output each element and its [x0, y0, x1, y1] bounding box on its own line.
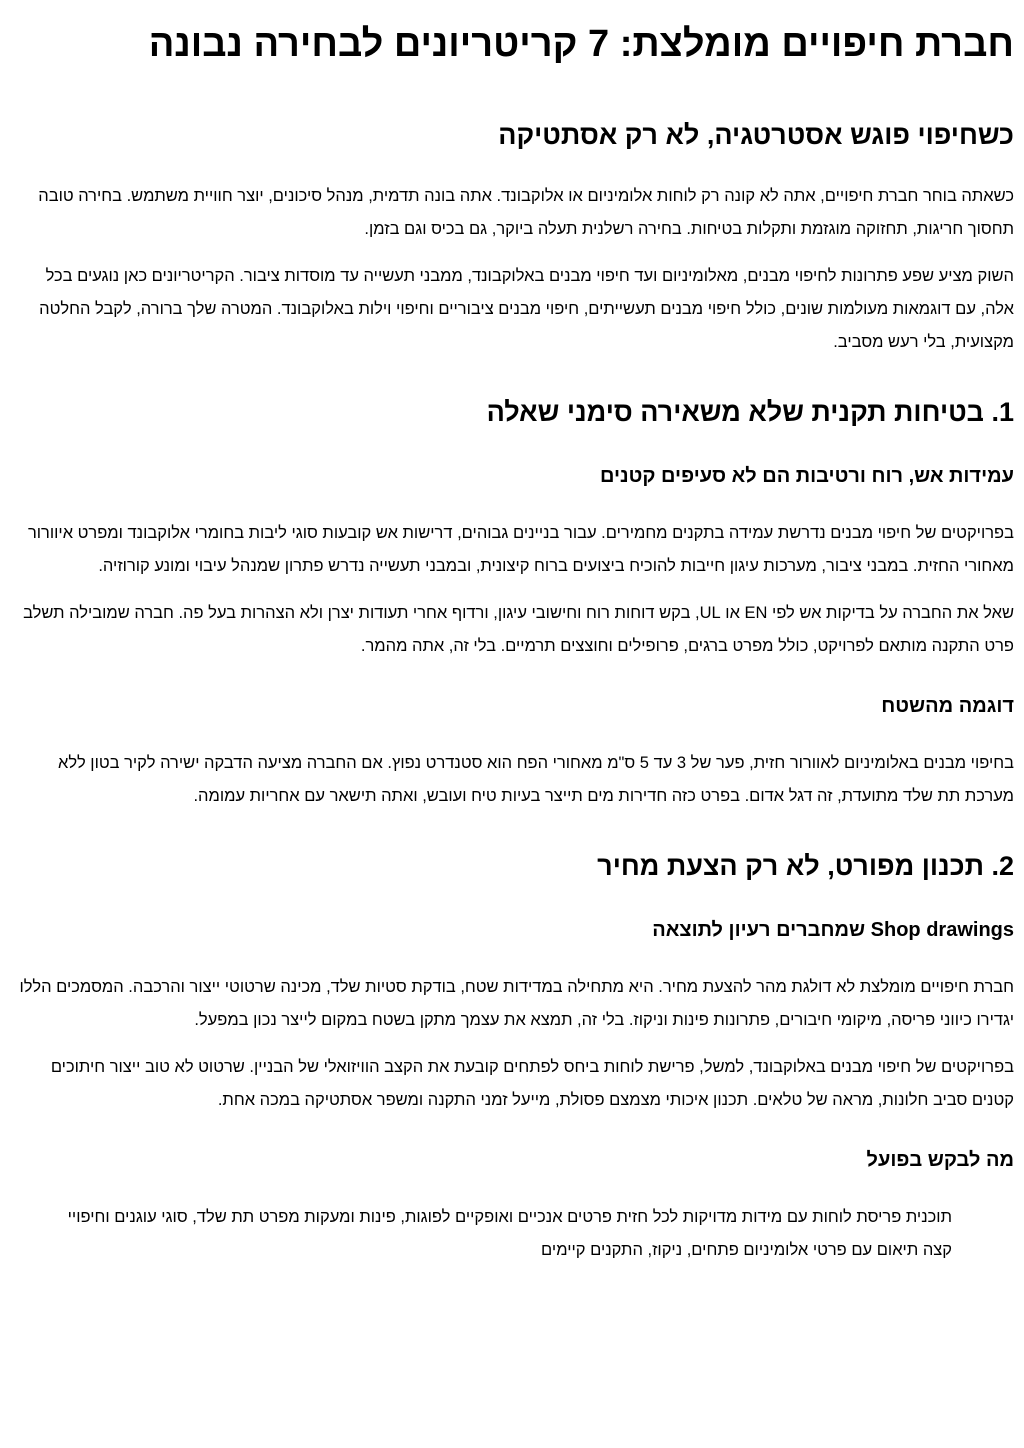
- page-title: חברת חיפויים מומלצת: 7 קריטריונים לבחירה נבונה: [148, 23, 1014, 65]
- section-2-subheading-2: מה לבקש בפועל: [866, 1149, 1014, 1171]
- section-2-paragraph-2: בפרויקטים של חיפוי מבנים באלוקבונד, למשל, פרישת לוחות ביחס לפתחים קובעת את הקצב הוויזואלי של הבניין. שרטוט לא טוב ייצור חיתוכים קטנים סביב חלונות, מראה של טלאים. תכנון איכותי מצמצם פסולת, מייעל זמני התקנה ומשפר אסתטיקה במכה אחת.: [50, 1058, 1014, 1109]
- section-1-subheading-2: דוגמה מהשטח: [881, 695, 1014, 717]
- intro-heading: כשחיפוי פוגש אסטרטגיה, לא רק אסתטיקה: [498, 120, 1014, 150]
- request-list: [16, 1201, 1014, 1267]
- section-2-paragraph-1: חברת חיפויים מומלצת לא דולגת מהר להצעת מחיר. היא מתחילה במדידות שטח, בודקת סטיות שלד, מכינה שרטוטי ייצור והרכבה. המסמכים הללו יגדירו כיווני פריסה, מיקומי חיבורים, פתרונות פינות וניקוז. בלי זה, תמצא את עצמך מתקן בשטח במקום לייצר נכון במפעל.: [19, 978, 1014, 1029]
- section-2-subheading-1: Shop drawings שמחברים רעיון לתוצאה: [652, 919, 1014, 941]
- section-1-paragraph-2: שאל את החברה על בדיקות אש לפי EN או UL, בקש דוחות רוח וחישובי עיגון, ורדוף אחרי תעודות יצרן ולא הצהרות בעל פה. חברה שמובילה תשלב פרט התקנה מותאם לפרויקט, כולל מפרט ברגים, פרופילים וחוצצים תרמיים. בלי זה, אתה מהמר.: [23, 604, 1014, 655]
- intro-paragraph-1: כשאתה בוחר חברת חיפויים, אתה לא קונה רק לוחות אלומיניום או אלוקבונד. אתה בונה תדמית, מנהל סיכונים, יוצר חוויית משתמש. בחירה טובה תחסוך חריגות, תחזוקה מוגזמת ותקלות בטיחות. בחירה רשלנית תעלה ביוקר, גם בכיס וגם בזמן.: [38, 187, 1014, 238]
- section-2-heading: 2. תכנון מפורט, לא רק הצעת מחיר: [597, 851, 1014, 881]
- intro-paragraph-2: השוק מציע שפע פתרונות לחיפוי מבנים, מאלומיניום ועד חיפוי מבנים באלוקבונד, ממבני תעשייה עד מוסדות ציבור. הקריטריונים כאן נוגעים בכל אלה, עם דוגמאות מעולמות שונים, כולל חיפוי מבנים תעשייתים, חיפוי מבנים ציבוריים וחיפוי וילות באלוקבונד. המטרה שלך ברורה, לקבל החלטה מקצועית, בלי רעש מסביב.: [39, 267, 1014, 351]
- list-item: תוכנית פריסת לוחות עם מידות מדויקות לכל חזית פרטים אנכיים ואופקיים לפוגות, פינות ומעקות מפרט תת שלד, סוגי עוגנים וחיפויי קצה תיאום עם פרטי אלומיניום פתחים, ניקוז, התקנים קיימים: [67, 1208, 952, 1259]
- section-1-heading: 1. בטיחות תקנית שלא משאירה סימני שאלה: [486, 397, 1014, 427]
- section-1-paragraph-1: בפרויקטים של חיפוי מבנים נדרשת עמידה בתקנים מחמירים. עבור בניינים גבוהים, דרישות אש קובעות סוגי ליבות בחומרי אלוקבונד ומפרט איוורור מאחורי החזית. במבני ציבור, מערכות עיגון חייבות להוכיח ביצועים ברוח קיצונית, ובמבני תעשייה נדרש פתרון שמנהל עיבוי ומונע קורוזיה.: [27, 524, 1014, 575]
- section-1-subheading-1: עמידות אש, רוח ורטיבות הם לא סעיפים קטנים: [600, 465, 1014, 487]
- section-1-paragraph-3: בחיפוי מבנים באלומיניום לאוורור חזית, פער של 3 עד 5 ס"מ מאחורי הפח הוא סטנדרט נפוץ. אם החברה מציעה הדבקה ישירה לקיר בטון ללא מערכת תת שלד מתועדת, זה דגל אדום. בפרט כזה חדירות מים תייצר בעיות טיח ועובש, ואתה תישאר עם אחריות עמומה.: [58, 754, 1014, 805]
